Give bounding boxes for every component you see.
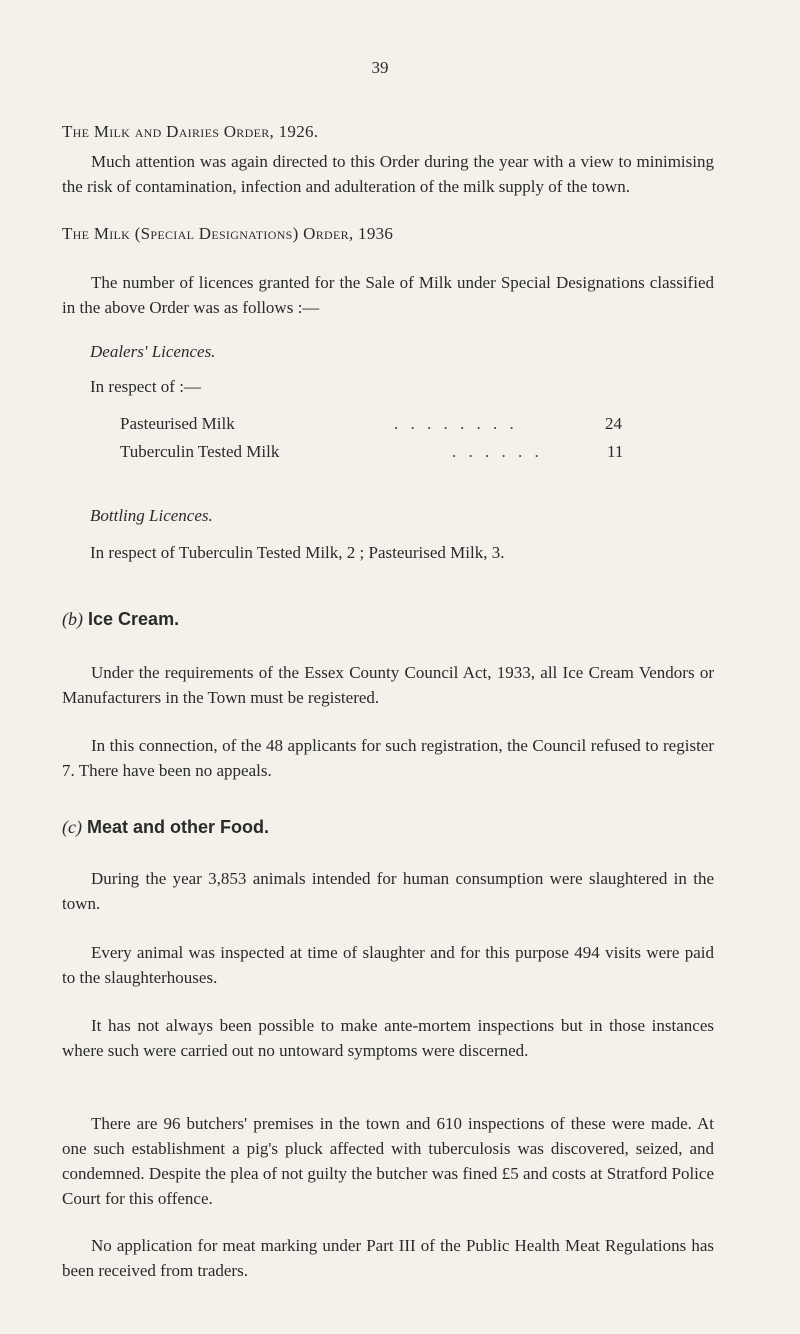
special-designations-heading: The Milk (Special Designations) Order, 1936 [62, 224, 394, 243]
section-marker: (b) [62, 609, 83, 629]
ice-cream-paragraph: In this connection, of the 48 applicants for such registration, the Council refused to register 7. There have been no appeals. [62, 736, 714, 780]
leader-dots: . . . . . . . . [394, 414, 518, 433]
licence-row-value: 24 [605, 414, 622, 433]
milk-dairies-paragraph: Much attention was again directed to this Order during the year with a view to minimising the risk of contamination, infection and adulteration of the milk supply of the town. [62, 152, 714, 196]
bottling-licences-heading: Bottling Licences. [90, 506, 213, 525]
licence-row-label: Tuberculin Tested Milk [120, 442, 280, 461]
section-title: Meat and other Food. [87, 817, 269, 837]
leader-dots: . . . . . . [452, 442, 543, 461]
special-designations-intro: The number of licences granted for the Sale of Milk under Special Designations classified in the above Order was as follows :— [62, 273, 714, 317]
meat-paragraph: No application for meat marking under Part III of the Public Health Meat Regulations has been received from traders. [62, 1236, 714, 1280]
meat-paragraph: Every animal was inspected at time of slaughter and for this purpose 494 visits were paid to the slaughterhouses. [62, 943, 714, 987]
meat-paragraph: During the year 3,853 animals intended for human consumption were slaughtered in the town. [62, 869, 714, 913]
licence-row-value: 11 [607, 442, 624, 461]
milk-dairies-heading: The Milk and Dairies Order, 1926. [62, 122, 319, 141]
in-respect-label: In respect of :— [90, 377, 201, 396]
licence-row-label: Pasteurised Milk [120, 414, 235, 433]
bottling-licences-text: In respect of Tuberculin Tested Milk, 2 ; Pasteurised Milk, 3. [90, 543, 505, 562]
section-marker: (c) [62, 817, 82, 837]
page-number: 39 [371, 58, 389, 77]
meat-paragraph: It has not always been possible to make ante-mortem inspections but in those instances where such were carried out no untoward symptoms were discerned. [62, 1016, 714, 1060]
dealers-licences-heading: Dealers' Licences. [90, 342, 216, 361]
section-title: Ice Cream. [88, 609, 180, 629]
ice-cream-heading [62, 609, 179, 630]
meat-heading [62, 817, 269, 838]
ice-cream-paragraph: Under the requirements of the Essex County Council Act, 1933, all Ice Cream Vendors or Manufacturers in the Town must be registered. [62, 663, 714, 707]
meat-paragraph: There are 96 butchers' premises in the town and 610 inspections of these were made. At one such establishment a pig's pluck affected with tuberculosis was discovered, seized, and condemned. Despite the plea of not guilty the butcher was fined £5 and costs at Stratford Police Court for this offence. [62, 1114, 714, 1208]
